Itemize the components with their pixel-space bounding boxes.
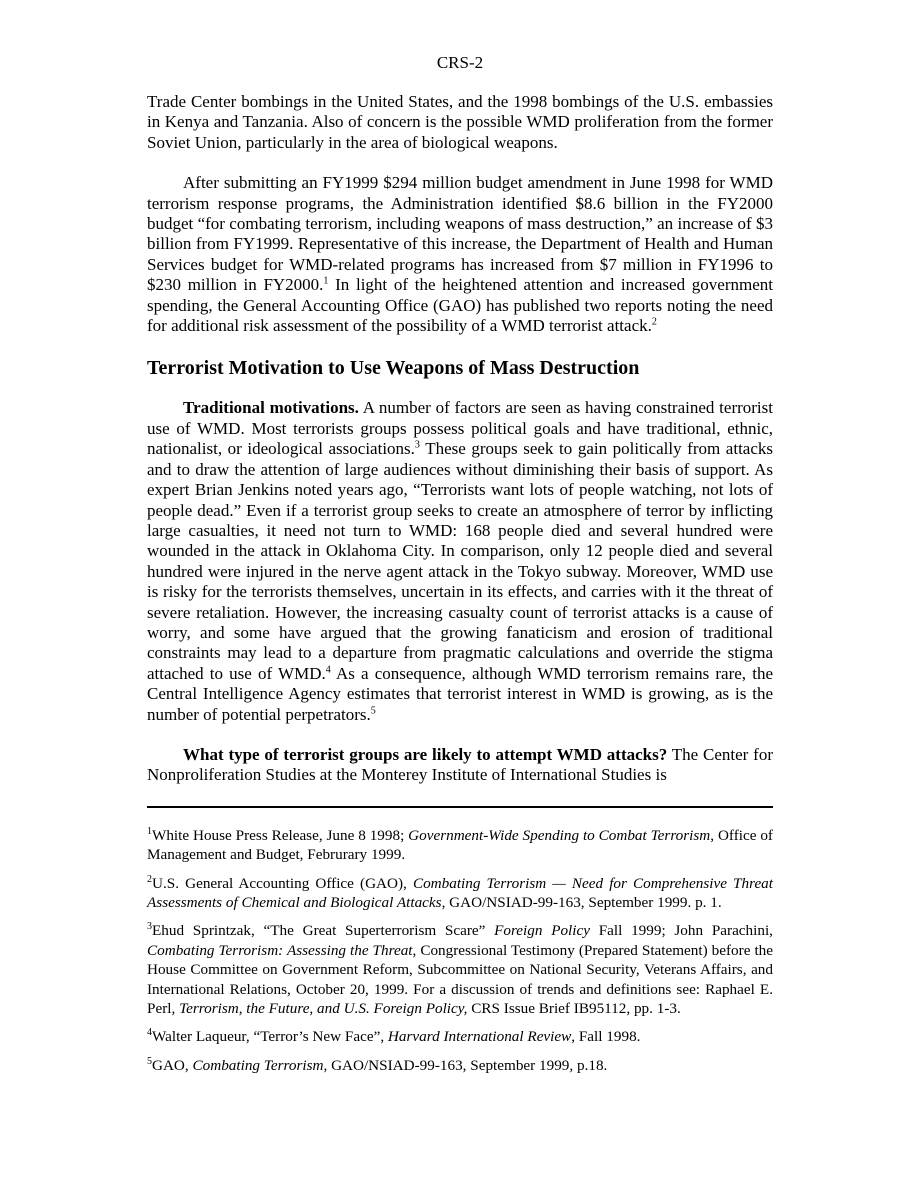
footnote-3	[147, 921, 773, 1018]
footnote-title: Government-Wide Spending to Combat Terrorism	[408, 826, 711, 844]
footnote-mark: 4	[147, 1027, 152, 1039]
footnote-5	[147, 1056, 773, 1075]
footnote-text: GAO,	[152, 1056, 193, 1074]
paragraph-text: As a consequence, although WMD terrorism remains rare, the Central Intelligence Agency estimates that terrorist interest in WMD is growing, as is the number of potential perpetrators.	[147, 663, 773, 724]
paragraph-text: In light of the heightened attention and increased government spending, the General Accounting Office (GAO) has published two reports noting the need for additional risk assessment of the possibility of a WMD terrorist attack.	[147, 275, 773, 336]
footnote-text: , GAO/NSIAD-99-163, September 1999, p.18.	[323, 1056, 608, 1074]
footnote-reference[interactable]: 2	[651, 316, 657, 328]
footnote-text: , Office of Management and Budget, Februrary 1999.	[147, 826, 773, 864]
page-number: CRS-2	[436, 53, 484, 72]
footnote-title: Combating Terrorism — Need for Comprehensive Threat Assessments of Chemical and Biological Attacks	[147, 874, 773, 911]
run-in-heading: Traditional motivations.	[183, 398, 359, 418]
footnote-reference[interactable]: 1	[323, 275, 329, 287]
footnote-reference[interactable]: 3	[414, 439, 420, 451]
footnote-title: Combating Terrorism: Assessing the Threat	[147, 941, 413, 959]
footnote-2	[147, 874, 773, 913]
footnote-mark: 2	[147, 873, 152, 885]
footnote-text: Ehud Sprintzak, “The Great Superterrorism Scare”	[152, 922, 495, 940]
footnote-reference[interactable]: 4	[325, 664, 331, 676]
footnote-title: Combating Terrorism	[192, 1056, 324, 1074]
footnote-4	[147, 1027, 773, 1046]
footnotes	[147, 826, 773, 1075]
paragraph-traditional-motivations	[147, 398, 773, 725]
footnote-text: , GAO/NSIAD-99-163, September 1999. p. 1.	[441, 894, 722, 911]
footnote-text: U.S. General Accounting Office (GAO),	[152, 874, 413, 892]
footnote-text: Walter Laqueur, “Terror’s New Face”,	[152, 1028, 388, 1046]
footnote-text: CRS Issue Brief IB95112, pp. 1-3.	[467, 1000, 681, 1018]
footnote-reference[interactable]: 5	[370, 704, 376, 716]
footnote-divider	[147, 806, 773, 808]
section-heading: Terrorist Motivation to Use Weapons of Mass Destruction	[147, 357, 640, 380]
footnote-text: Fall 1999; John Parachini,	[589, 922, 773, 940]
footnote-mark: 3	[147, 921, 152, 933]
footnote-mark: 1	[147, 825, 152, 837]
footnote-text: , Fall 1998.	[571, 1028, 641, 1046]
paragraph-text: These groups seek to gain politically from attacks and to draw the attention of large audiences without diminishing their basis of support. As expert Brian Jenkins noted years ago, “Terrorists want lots of people watching, not lots of people dead.” Even if a terrorist group seeks to create an atmosphere of terror by inflicting large casualties, it need not turn to WMD: 168 people died and several hundred were wounded in the attack in Oklahoma City. In comparison, only 12 people died and several hundred were injured in the nerve agent attack in the Tokyo subway. Moreover, WMD use is risky for the terrorists themselves, uncertain in its effects, and carries with it the threat of severe retaliation. However, the increasing casualty count of terrorist attacks is a cause of worry, and some have argued that the growing fanaticism and erosion of traditional constraints may lead to a departure from pragmatic calculations and override the stigma attached to use of WMD.	[147, 439, 774, 683]
run-in-heading: What type of terrorist groups are likely to attempt WMD attacks?	[183, 744, 668, 764]
paragraph-terrorist-groups	[147, 745, 773, 786]
footnote-title: Terrorism, the Future, and U.S. Foreign Policy,	[179, 1000, 468, 1018]
footnote-mark: 5	[147, 1055, 152, 1067]
footnote-title: Harvard International Review	[387, 1028, 572, 1046]
paragraph-text: Trade Center bombings in the United States, and the 1998 bombings of the U.S. embassies in Kenya and Tanzania. Also of concern is the possible WMD proliferation from the former Soviet Union, particularly in the area of biological weapons.	[147, 92, 773, 152]
paragraph-budget	[147, 173, 773, 336]
paragraph-text: A number of factors are seen as having constrained terrorist use of WMD. Most terrorists groups possess political goals and have traditional, ethnic, nationalist, or ideological associations.	[147, 398, 773, 459]
paragraph-continuation	[147, 92, 773, 153]
footnote-text: , Congressional Testimony (Prepared Statement) before the House Committee on Government Reform, Subcommittee on National Security, Veterans Affairs, and International Relations, October 20, 1999. For a discussion of trends and definitions see: Raphael E. Perl,	[147, 941, 773, 1018]
footnote-text: White House Press Release, June 8 1998;	[152, 826, 409, 844]
document-page	[147, 52, 773, 1084]
footnote-1	[147, 826, 773, 865]
footnote-title: Foreign Policy	[494, 922, 590, 940]
paragraph-text: After submitting an FY1999 $294 million budget amendment in June 1998 for WMD terrorism response programs, the Administration identified $8.6 billion in the FY2000 budget “for combating terrorism, including weapons of mass destruction,” an increase of $3 billion from FY1999. Representative of this increase, the Department of Health and Human Services budget for WMD-related programs has increased from $7 million in FY1996 to $230 million in FY2000.	[147, 173, 773, 295]
paragraph-text: The Center for Nonproliferation Studies at the Monterey Institute of International Studies is	[147, 744, 773, 785]
